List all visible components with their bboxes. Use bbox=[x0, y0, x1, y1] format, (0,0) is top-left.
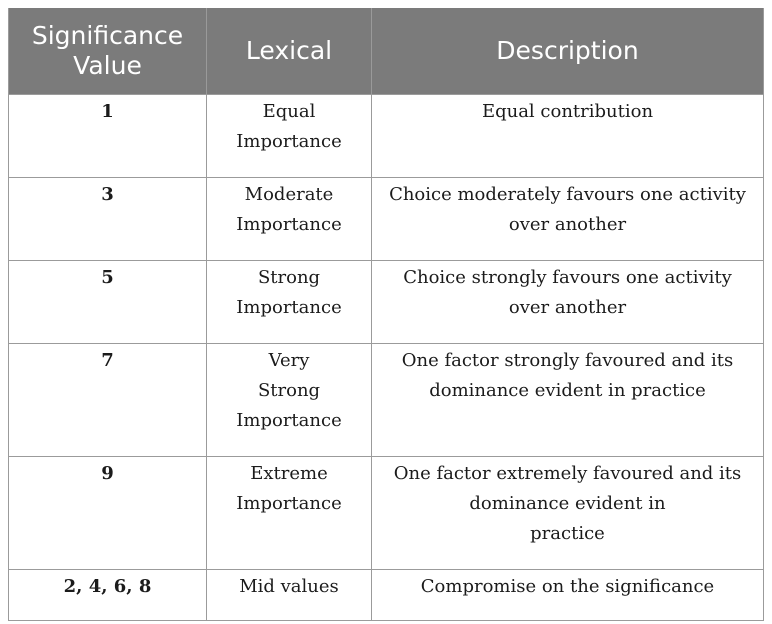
significance-scale-table bbox=[8, 8, 764, 621]
cell-lexical bbox=[207, 261, 372, 344]
cell-line: over another bbox=[508, 214, 627, 235]
cell-lexical bbox=[207, 457, 372, 570]
cell-line: Choice strongly favours one activity bbox=[403, 267, 732, 288]
cell-significance-value: 3 bbox=[9, 178, 207, 261]
cell-lexical bbox=[207, 178, 372, 261]
cell-line: Importance bbox=[236, 493, 342, 514]
cell-description bbox=[372, 457, 764, 570]
table-row bbox=[9, 95, 764, 178]
cell-line: Importance bbox=[236, 214, 342, 235]
table-row bbox=[9, 570, 764, 621]
cell-lexical bbox=[207, 570, 372, 621]
cell-significance-value: 7 bbox=[9, 344, 207, 457]
table-row bbox=[9, 261, 764, 344]
cell-description bbox=[372, 344, 764, 457]
header-lexical bbox=[207, 8, 372, 95]
cell-line: One factor extremely favoured and its bbox=[393, 463, 742, 484]
cell-line: Compromise on the significance bbox=[420, 576, 715, 597]
cell-line: Strong bbox=[257, 380, 321, 401]
cell-lexical bbox=[207, 344, 372, 457]
cell-significance-value: 2, 4, 6, 8 bbox=[9, 570, 207, 621]
cell-line: Importance bbox=[236, 131, 342, 152]
cell-line: Very bbox=[268, 350, 310, 371]
table-row bbox=[9, 344, 764, 457]
table-row bbox=[9, 178, 764, 261]
cell-description bbox=[372, 261, 764, 344]
cell-line: One factor strongly favoured and its bbox=[401, 350, 734, 371]
header-description bbox=[372, 8, 764, 95]
significance-table-container bbox=[8, 8, 763, 621]
header-line: Description bbox=[496, 36, 639, 65]
cell-line: Choice moderately favours one activity bbox=[389, 184, 746, 205]
cell-line: Mid values bbox=[239, 576, 339, 597]
cell-significance-value: 9 bbox=[9, 457, 207, 570]
header-line: Lexical bbox=[245, 36, 333, 65]
table-row bbox=[9, 457, 764, 570]
cell-description bbox=[372, 178, 764, 261]
cell-line: Importance bbox=[236, 410, 342, 431]
cell-line: Extreme bbox=[250, 463, 328, 484]
cell-line: Strong bbox=[257, 267, 321, 288]
header-significance-value bbox=[9, 8, 207, 95]
cell-line: Equal contribution bbox=[481, 101, 654, 122]
table-header-row bbox=[9, 8, 764, 95]
cell-significance-value: 5 bbox=[9, 261, 207, 344]
cell-significance-value: 1 bbox=[9, 95, 207, 178]
header-line: Value bbox=[73, 51, 142, 80]
cell-line: dominance evident in bbox=[469, 493, 666, 514]
cell-description bbox=[372, 95, 764, 178]
cell-lexical bbox=[207, 95, 372, 178]
cell-line: Equal bbox=[262, 101, 316, 122]
cell-line: dominance evident in practice bbox=[429, 380, 706, 401]
cell-line: practice bbox=[530, 523, 605, 544]
cell-line: Importance bbox=[236, 297, 342, 318]
cell-description bbox=[372, 570, 764, 621]
cell-line: Moderate bbox=[244, 184, 334, 205]
cell-line: over another bbox=[508, 297, 627, 318]
header-line: Significance bbox=[31, 21, 184, 50]
